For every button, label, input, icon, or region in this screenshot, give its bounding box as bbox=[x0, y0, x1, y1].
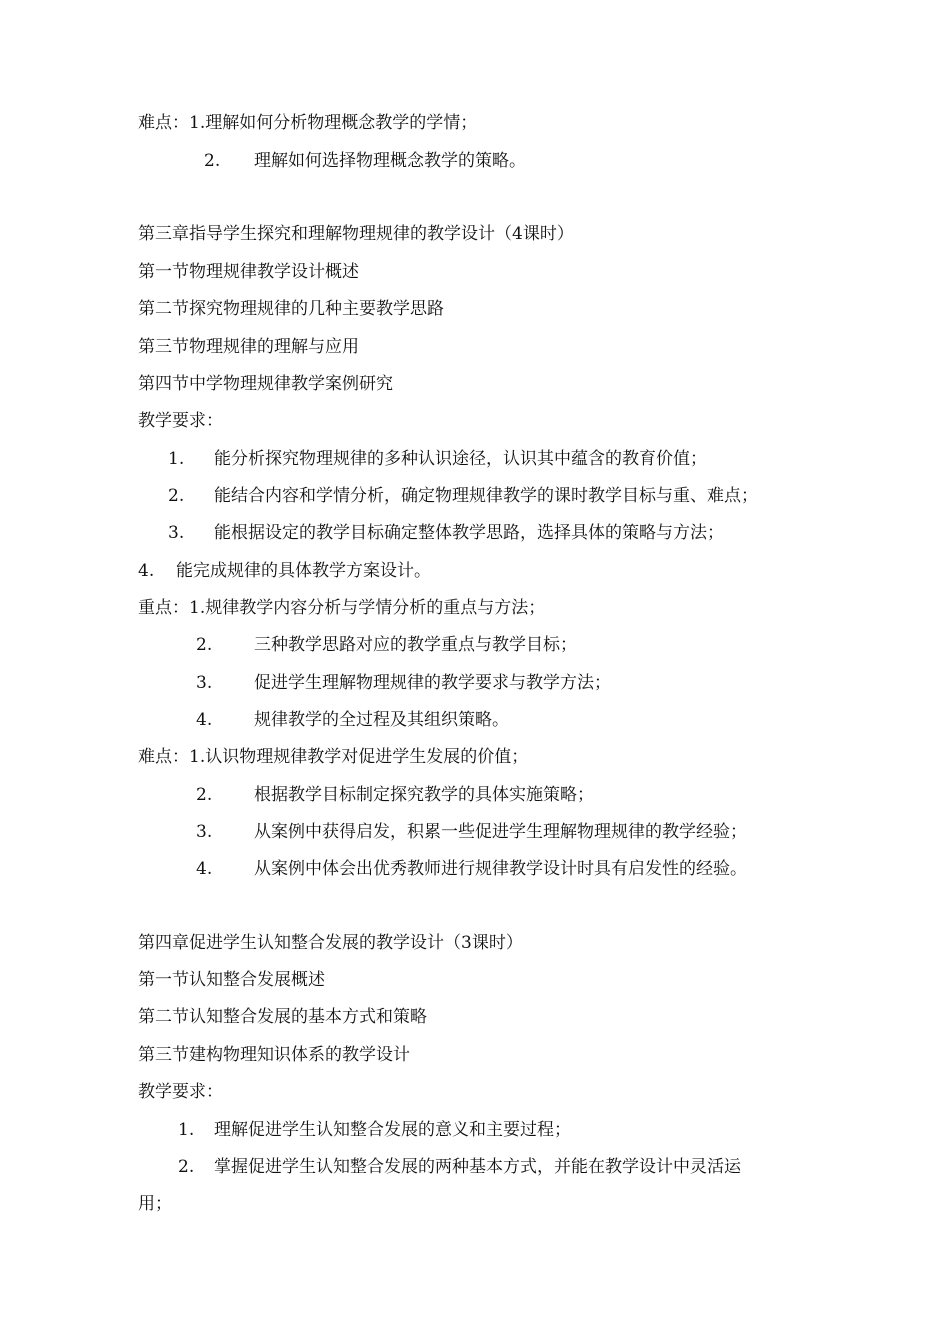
key-point-2-text: 三种教学思路对应的教学重点与教学目标； bbox=[254, 635, 577, 655]
requirement-3-text: 能根据设定的教学目标确定整体教学思路，选择具体的策略与方法； bbox=[214, 523, 724, 543]
chapter-4-section-3: 第三节建构物理知识体系的教学设计 bbox=[138, 1045, 410, 1065]
ch4-requirement-2-text: 掌握促进学生认知整合发展的两种基本方式，并能在教学设计中灵活运 bbox=[214, 1157, 741, 1177]
difficulty-point-3-text: 从案例中获得启发，积累一些促进学生理解物理规律的教学经验； bbox=[254, 822, 747, 842]
chapter-3-section-3: 第三节物理规律的理解与应用 bbox=[138, 337, 359, 357]
difficulty-line-1: 难点：1.理解如何分析物理概念教学的学情； bbox=[138, 113, 478, 133]
requirement-4-number: 4. bbox=[138, 561, 155, 581]
requirement-3-number: 3. bbox=[168, 523, 185, 543]
chapter-4-section-2: 第二节认知整合发展的基本方式和策略 bbox=[138, 1007, 427, 1027]
chapter-3-requirements-label: 教学要求： bbox=[138, 411, 223, 431]
requirement-2-number: 2. bbox=[168, 486, 185, 506]
difficulty-2-text: 理解如何选择物理概念教学的策略。 bbox=[254, 151, 526, 171]
ch4-requirement-2-number: 2. bbox=[178, 1157, 195, 1177]
difficulty-point-4-number: 4. bbox=[196, 859, 213, 879]
chapter-4-section-1: 第一节认知整合发展概述 bbox=[138, 970, 325, 990]
requirement-4-text: 能完成规律的具体教学方案设计。 bbox=[176, 561, 431, 581]
ch4-requirement-1-text: 理解促进学生认知整合发展的意义和主要过程； bbox=[214, 1120, 571, 1140]
key-point-3-number: 3. bbox=[196, 673, 213, 693]
requirement-2-text: 能结合内容和学情分析，确定物理规律教学的课时教学目标与重、难点； bbox=[214, 486, 758, 506]
chapter-4-title: 第四章促进学生认知整合发展的教学设计（3课时） bbox=[138, 933, 523, 953]
chapter-3-title: 第三章指导学生探究和理解物理规律的教学设计（4课时） bbox=[138, 224, 574, 244]
chapter-3-section-4: 第四节中学物理规律教学案例研究 bbox=[138, 374, 393, 394]
key-points-line-1: 重点：1.规律教学内容分析与学情分析的重点与方法； bbox=[138, 598, 546, 618]
key-point-4-number: 4. bbox=[196, 710, 213, 730]
difficulty-point-2-text: 根据教学目标制定探究教学的具体实施策略； bbox=[254, 785, 594, 805]
chapter-3-section-1: 第一节物理规律教学设计概述 bbox=[138, 262, 359, 282]
chapter-4-requirements-label: 教学要求： bbox=[138, 1082, 223, 1102]
key-point-3-text: 促进学生理解物理规律的教学要求与教学方法； bbox=[254, 673, 611, 693]
chapter-3-section-2: 第二节探究物理规律的几种主要教学思路 bbox=[138, 299, 444, 319]
difficulty-point-4-text: 从案例中体会出优秀教师进行规律教学设计时具有启发性的经验。 bbox=[254, 859, 747, 879]
difficulty-point-2-number: 2. bbox=[196, 785, 213, 805]
requirement-1-number: 1. bbox=[168, 449, 185, 469]
requirement-1-text: 能分析探究物理规律的多种认识途径，认识其中蕴含的教育价值； bbox=[214, 449, 707, 469]
ch4-requirement-1-number: 1. bbox=[178, 1120, 195, 1140]
key-point-2-number: 2. bbox=[196, 635, 213, 655]
ch4-requirement-2-continuation: 用； bbox=[138, 1194, 172, 1214]
difficulty-points-line-1: 难点：1.认识物理规律教学对促进学生发展的价值； bbox=[138, 747, 529, 767]
key-point-4-text: 规律教学的全过程及其组织策略。 bbox=[254, 710, 509, 730]
difficulty-2-number: 2. bbox=[204, 151, 221, 171]
difficulty-point-3-number: 3. bbox=[196, 822, 213, 842]
